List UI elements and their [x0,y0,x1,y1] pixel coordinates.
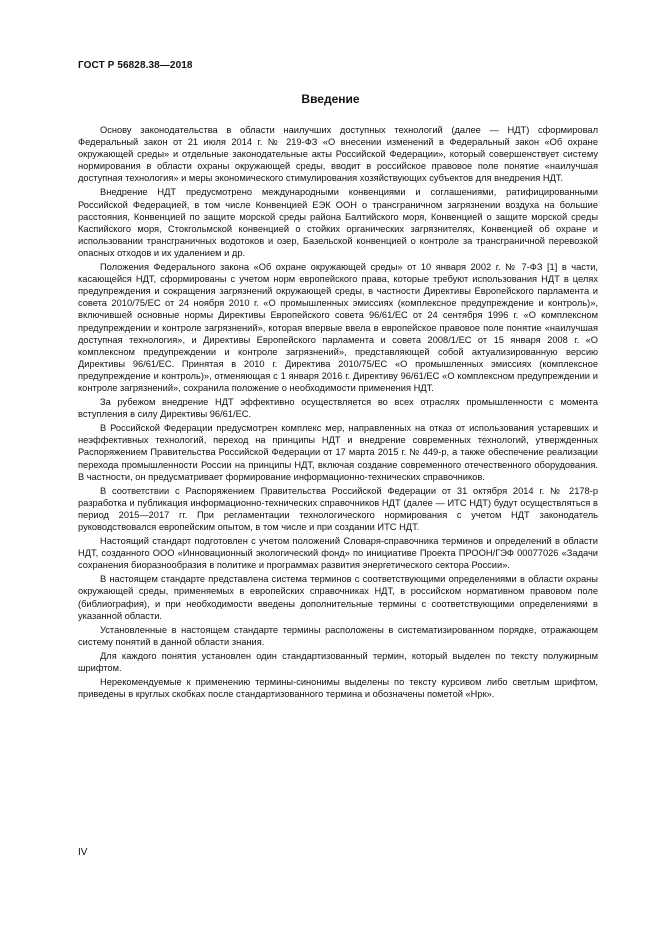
paragraph: Нерекомендуемые к применению термины-синонимы выделены по тексту курсивом либо светлым шрифтом, приведены в круглых скобках после стандартизованного термина и обозначены пометой «Нрк». [78,677,598,700]
paragraph: Основу законодательства в области наилучших доступных технологий (далее — НДТ) сформировал Федеральный закон от 21 июля 2014 г. № 219-ФЗ «О внесении изменений в Федеральный закон «Об охране окружающей среды» и отдельные законодательные акты Российской Федерации», который совершенствует систему нормирования в области охраны окружающей среды, вводит в российское правовое поле понятие «наилучшая доступная технология» и меры экономического стимулирования хозяйствующих субъектов для внедрения НДТ. [78,125,598,184]
paragraph: Для каждого понятия установлен один стандартизованный термин, который выделен по тексту полужирным шрифтом. [78,650,598,674]
paragraph: В Российской Федерации предусмотрен комплекс мер, направленных на отказ от использования устаревших и неэффективных технологий, переход на принципы НДТ и внедрение современных технологий, утвержденных Распоряжением Правительства Российской Федерации от 17 марта 2015 г. № 449-р, а также обеспечение реализации перехода промышленности России на принципы НДТ, включая создание современного отечественного оборудования. В частности, он предусматривает формирование информационно-технических справочников. [78,423,598,482]
paragraph: Настоящий стандарт подготовлен с учетом положений Словаря-справочника терминов и определений в области НДТ, созданного ООО «Инновационный экологический фонд» по инициативе Проекта ПРООН/ГЭФ 00077026 «Задачи сохранения биоразнообразия в политике и программах развития энергетического сектора России». [78,536,598,571]
paragraph: За рубежом внедрение НДТ эффективно осуществляется во всех отраслях промышленности с момента вступления в силу Директивы 96/61/ЕС. [78,397,598,420]
page-number: IV [78,847,88,858]
paragraph: Положения Федерального закона «Об охране окружающей среды» от 10 января 2002 г. № 7-ФЗ [1] в части, касающейся НДТ, сформированы с учетом норм европейского права, которые требуют использования НДТ в целях предупреждения и сокращения загрязнений окружающей среды, в частности Директивы Европейского парламента и совета 2010/75/ЕС от 24 ноября 2010 г. «О промышленных эмиссиях (комплексное предупреждение и контроль)», включившей основные нормы Директивы Европейского совета 96/61/ЕС от 24 сентября 1996 г. «О комплексном предупреждении и контроле загрязнений», которая впервые ввела в европейское правовое поле понятие «наилучшая доступная технология», и Директивы Европейского парламента и совета 2008/1/ЕС от 15 января 2008 г. «О комплексном предупреждении и контроле загрязнений», представляющей собой актуализированную версию Директивы 96/61/ЕС. Принятая в 2010 г. Директива 2010/75/ЕС «О промышленных эмиссиях (комплексное предупреждение и контроль)», отменяющая с 1 января 2016 г. Директиву 96/61/ЕС «О комплексном предупреждении и контроле загрязнений», сохранила положение о необходимости применения НДТ. [78,262,598,393]
body-text [78,124,598,702]
section-title: Введение [301,92,360,106]
paragraph: Установленные в настоящем стандарте термины расположены в систематизированном порядке, отражающем систему понятий в данной области знания. [78,624,598,647]
paragraph: В настоящем стандарте представлена система терминов с соответствующими определениями в области охраны окружающей среды, применяемых в европейских справочниках НДТ, в российском нормативном правовом поле (библиография), и при необходимости введены дополнительные термины с соответствующими определениями в указанной области. [78,574,598,621]
paragraph: Внедрение НДТ предусмотрено международными конвенциями и соглашениями, ратифицированными Российской Федерацией, в том числе Конвенцией ЕЭК ООН о трансграничном загрязнении воздуха на большие расстояния, Конвенцией по защите морской среды района Балтийского моря, Конвенцией о защите морской среды Каспийского моря, Стокгольмской конвенцией о стойких органических загрязнителях, Конвенцией об охране и использовании трансграничных водотоков и озер, Базельской конвенцией о контроле за трансграничной перевозкой опасных отходов и их удалением и др. [78,187,598,258]
paragraph: В соответствии с Распоряжением Правительства Российской Федерации от 31 октября 2014 г. № 2178-р разработка и публикация информационно-технических справочников НДТ (далее — ИТС НДТ) будут осуществляться в период 2015—2017 гг. При регламентации технологического нормирования с учетом НДТ законодатель руководствовался европейским опытом, в том числе и при создании ИТС НДТ. [78,485,598,532]
document-code: ГОСТ Р 56828.38—2018 [78,60,193,71]
